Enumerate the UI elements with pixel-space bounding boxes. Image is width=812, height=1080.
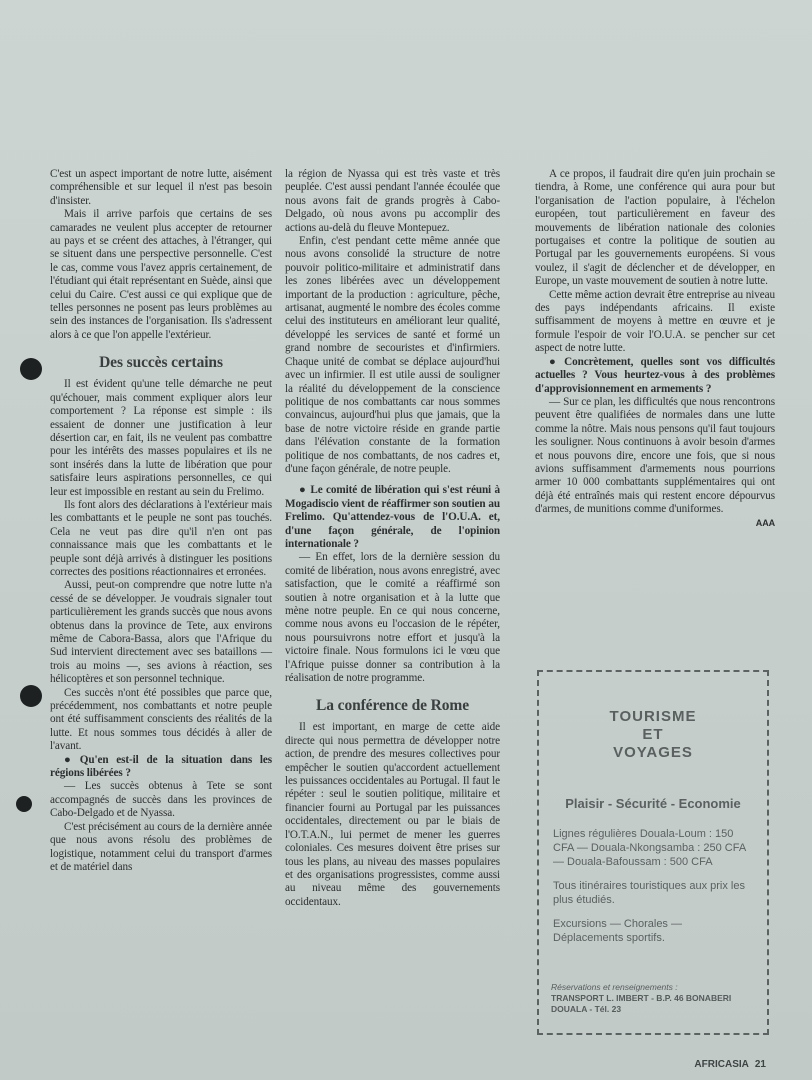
article-column-3	[535, 168, 775, 530]
ad-body	[553, 827, 753, 945]
magazine-name: AFRICASIA	[694, 1059, 749, 1070]
bullet-icon: ●	[64, 753, 76, 766]
question-text: Concrètement, quelles sont vos difficultés actuelles ? Vous heurtez-vous à des problèmes d'approvisionnement en armements ?	[535, 355, 775, 395]
paragraph: Il est important, en marge de cette aide directe qui nous permettra de développer notre action, de prendre des mesures collectives pour empêcher le soutien qu'accordent actuellement les puissances occidentales au Portugal. Il faut le répéter : seul le soutien politique, militaire et financier fourni au Portugal par les puissances occidentales, directement ou par le biais de l'O.T.A.N., lui permet de mener les guerres coloniales. Ces mesures doivent être prises sur tous les plans, au niveau des masses populaires et des organisations progressistes, comme aussi au niveau même des gouvernements occidentaux.	[285, 721, 500, 908]
paragraph: — Sur ce plan, les difficultés que nous rencontrons peuvent être qualifiées de normales dans une lutte comme la nôtre. Mais nous pensons qu'il faut toujours les souligner. Nous continuons à avoir besoin d'armes et nous pouvons dire, encore une fois, que si nous avions suffisamment d'armements nous pourrions armer 10 000 combattants supplémentaires qui ont déjà été entraînés mais qui restent encore dépourvus d'armes, de munitions comme d'uniformes.	[535, 395, 775, 516]
punch-hole	[20, 358, 42, 380]
question-text: Qu'en est-il de la situation dans les régions libérées ?	[50, 753, 272, 780]
tourism-advertisement	[537, 670, 769, 1035]
page-number: 21	[754, 1059, 766, 1070]
ad-title-line: ET	[642, 726, 664, 743]
bullet-icon: ●	[299, 484, 307, 497]
paragraph: C'est un aspect important de notre lutte, aisément compréhensible et sur lequel il n'est pas besoin d'insister.	[50, 168, 272, 207]
interview-question	[285, 484, 500, 551]
punch-hole	[16, 796, 32, 812]
paragraph: C'est précisément au cours de la dernière année que nous avons résolu des problèmes de logistique, notamment celui du transport d'armes et de matériel dans	[50, 820, 272, 873]
ad-itineraries: Tous itinéraires touristiques aux prix les plus étudiés.	[553, 880, 745, 906]
question-text: Le comité de libération qui s'est réuni à Mogadiscio vient de réaffirmer son soutien au Frelimo. Qu'attendez-vous de l'O.U.A. et, d'une façon générale, de l'opinion internationale ?	[285, 484, 500, 550]
article-column-1	[50, 168, 272, 874]
ad-footer	[551, 982, 759, 1015]
paragraph: — Les succès obtenus à Tete se sont accompagnés de succès dans les provinces de Cabo-Delgado et de Nyassa.	[50, 780, 272, 820]
ad-title-line: TOURISME	[609, 708, 697, 725]
ad-footer-label: Réservations et renseignements :	[551, 982, 678, 992]
interview-question	[50, 754, 272, 781]
section-heading: La conférence de Rome	[316, 697, 469, 715]
author-signature: AAA	[755, 517, 775, 528]
paragraph: Ces succès n'ont été possibles que parce que, précédemment, nos combattants et notre peuple ont été suffisamment conscients des réalités de la lutte. Et nous sommes tous décidés à aller de l'avant.	[50, 686, 272, 753]
paragraph: — En effet, lors de la dernière session du comité de libération, nous avons enregistré, avec satisfaction, que le comité a réaffirmé son soutien à notre organisation et à la lutte que mène notre peuple. En ce qui nous concerne, comme nous avons eu l'occasion de le répéter, nous poursuivrons notre effort et jusqu'à la victoire finale. Nous formulons ici le vœu que l'Afrique puisse donner sa contribution à la réalisation de notre programme.	[285, 551, 500, 685]
paragraph: Ils font alors des déclarations à l'extérieur mais les combattants et le peuple ne sont pas touchés. Cela ne veut pas dire qu'il n'en ont pas connaissance mais que les combattants et le peuple sont déjà arrivés à distinguer les positions correctes des positions réactionnaires et erronées.	[50, 498, 272, 578]
punch-hole	[20, 685, 42, 707]
paragraph: Enfin, c'est pendant cette même année que nous avons consolidé la structure de notre pouvoir politico-militaire et administratif dans les zones libérées avec un développement important de la production : agriculture, pêche, artisanat, augmenté le nombre des écoles comme celui des instituteurs en améliorant leur qualité, développé les services de santé et formé un grand nombre de secouristes et d'infirmiers. Chaque unité de combat se déplace aujourd'hui avec un infirmier. Il est utile aussi de souligner la réalité du développement de la conscience politique de nos combattants car nous sommes convaincus, aujourd'hui plus que jamais, que la base de notre victoire réside en grande partie dans l'élévation constante de la formation politique de nos combattants, de nos cadres et, d'une façon générale, de notre peuple.	[285, 235, 500, 475]
ad-excursions: Excursions — Chorales — Déplacements sportifs.	[553, 918, 682, 944]
ad-lines-text: Lignes régulières Douala-Loum : 150 CFA — Douala-Nkongsamba : 250 CFA — Douala-Bafoussam : 500 CFA	[553, 828, 746, 868]
ad-slogan: Plaisir - Sécurité - Economie	[565, 796, 741, 811]
bullet-icon: ●	[549, 355, 561, 368]
ad-title-line: VOYAGES	[613, 744, 693, 761]
interview-question	[535, 356, 775, 396]
paragraph: Mais il arrive parfois que certains de ses camarades ne veulent plus accepter de retourner au pays et se créent des attaches, à l'étranger, qui se situent dans une perspective personnelle. C'est le cas, comme vous l'avez appris certainement, de l'étudiant qui était représentant en Suède, ainsi que celui du Caire. C'est aussi ce qui explique que de telles personnes ne posent pas leurs problèmes au sein des instances de l'organisation. Ils s'adressent alors à ce que l'on appelle l'extérieur.	[50, 208, 272, 341]
paragraph: la région de Nyassa qui est très vaste et très peuplée. C'est aussi pendant l'année écoulée que nous avons fait de grands progrès à Cabo-Delgado, où nous avons pu accomplir des actions au-delà du fleuve Montepuez.	[285, 168, 500, 234]
section-heading: Des succès certains	[99, 354, 223, 372]
article-column-2	[285, 168, 500, 909]
paragraph: Aussi, peut-on comprendre que notre lutte n'a cessé de se développer. Je voudrais signaler tout particulièrement les grands succès que nous avons obtenus dans la province de Tete, aux environs même de Cabora-Bassa, alors que l'Afrique du Sud intervient directement avec ses bataillons — trois au moins —, ses avions à réaction, ses hélicoptères et son personnel technique.	[50, 579, 272, 686]
ad-footer-address: TRANSPORT L. IMBERT - B.P. 46 BONABERI	[551, 993, 732, 1003]
paragraph: Cette même action devrait être entreprise au niveau des pays indépendants africains. Il existe suffisamment de moyens à mettre en œuvre et je formule l'espoir de voir l'O.U.A. se pencher sur cet aspect de notre lutte.	[535, 288, 775, 355]
paragraph: Il est évident qu'une telle démarche ne peut qu'échouer, mais comment expliquer alors leur comportement ? La réponse est simple : ils essaient de donner une justification à leur désertion car, en fait, ils ne veulent pas combattre pour les intérêts des masses populaires et ils ne sont insérés dans la lutte de libération que pour satisfaire leurs aspirations personnelles, ce qui leur est impossible en restant au sein du Frelimo.	[50, 378, 272, 498]
page-folio	[694, 1059, 766, 1070]
ad-title	[539, 708, 767, 762]
ad-footer-city: DOUALA - Tél. 23	[551, 1004, 622, 1014]
paragraph: A ce propos, il faudrait dire qu'en juin prochain se tiendra, à Rome, une conférence qui aura pour but l'organisation de l'action populaire, à l'échelon européen, tout particulièrement en faveur des mouvements de libération nationale des colonies portugaises et contre la politique de soutien au Portugal par les gouvernements européens. Si vous voulez, il s'agit de déclencher et de développer, en Europe, un vaste mouvement de soutien à notre lutte.	[535, 168, 775, 288]
